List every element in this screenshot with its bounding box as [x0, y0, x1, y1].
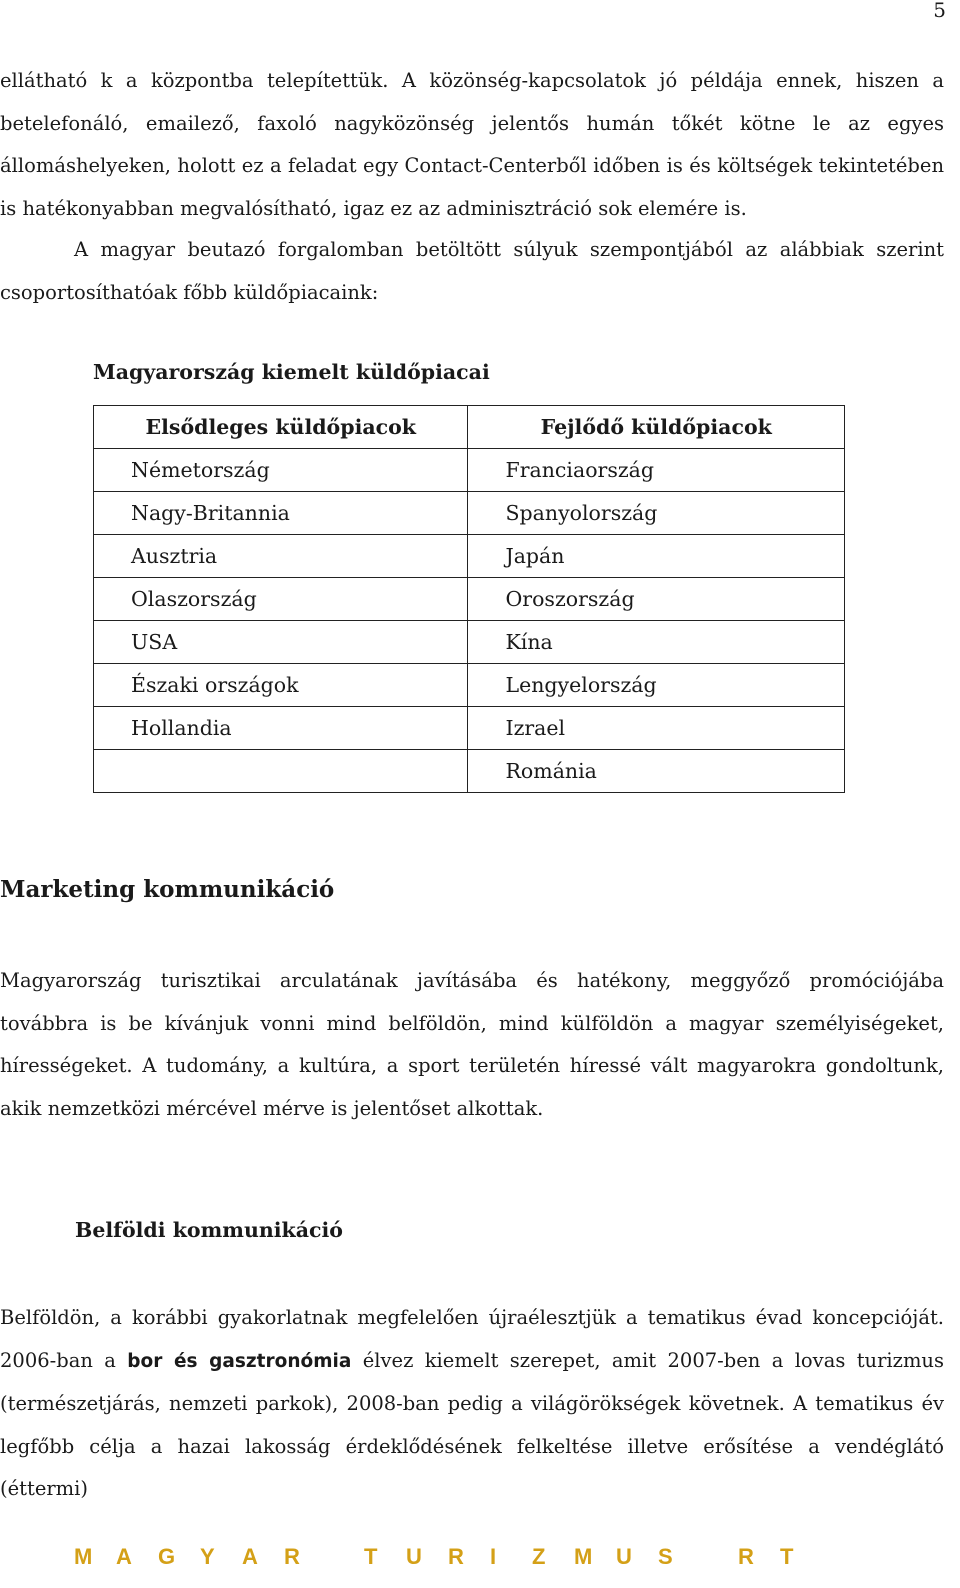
footer-letter: S — [658, 1544, 673, 1569]
table-row — [94, 449, 845, 492]
table-row — [94, 707, 845, 750]
table-cell: Kína — [468, 621, 845, 664]
footer-letter: R — [448, 1544, 464, 1569]
footer-letter: I — [490, 1544, 497, 1569]
table-row — [94, 750, 845, 793]
paragraph-domestic — [0, 1297, 944, 1511]
table-row — [94, 492, 845, 535]
footer-letter: M — [74, 1544, 93, 1569]
footer-letter: T — [364, 1544, 378, 1569]
table-cell: Franciaország — [468, 449, 845, 492]
footer-letter: U — [616, 1544, 632, 1569]
table-cell: Spanyolország — [468, 492, 845, 535]
paragraph-contact-center: ellátható k a központba telepítettük. A közönség-kapcsolatok jó példája ennek, hiszen a betelefonáló, emailező, faxoló nagyközönség jelentős humán tőkét kötne le az egyes állomáshelyeken, holott ez a feladat egy Contact-Centerből időben is és költségek tekintetében is hatékonyabban megvalósítható, igaz ez az adminisztráció sok elemére is. — [0, 69, 944, 220]
table-cell: Németország — [94, 449, 468, 492]
footer-letter: R — [284, 1544, 300, 1569]
table-cell: USA — [94, 621, 468, 664]
table-cell: Északi országok — [94, 664, 468, 707]
table-cell — [94, 750, 468, 793]
footer-letter: Z — [532, 1544, 546, 1569]
heading-domestic-communication: Belföldi kommunikáció — [75, 1218, 343, 1242]
footer-letter: Y — [200, 1544, 215, 1569]
table-row — [94, 664, 845, 707]
footer-letter: U — [406, 1544, 422, 1569]
table-row — [94, 621, 845, 664]
table-cell: Olaszország — [94, 578, 468, 621]
table-cell: Ausztria — [94, 535, 468, 578]
table-cell: Izrael — [468, 707, 845, 750]
page-number: 5 — [933, 0, 946, 22]
footer-company-name — [74, 1544, 822, 1570]
table-cell: Hollandia — [94, 707, 468, 750]
footer-letter: R — [738, 1544, 754, 1569]
footer-letter: T — [780, 1544, 794, 1569]
highlight-wine-gastronomy: bor és gasztronómia — [127, 1350, 352, 1372]
paragraph-domestic-text: Belföldön, a korábbi gyakorlatnak megfelelően újraélesztjük a tematikus évad koncepcióját. 2006-ban a — [0, 1306, 944, 1372]
footer-letter: A — [242, 1544, 258, 1569]
table-cell: Japán — [468, 535, 845, 578]
paragraph-personalities: Magyarország turisztikai arculatának javításába és hatékony, meggyőző promóciójába továbbra is be kívánjuk vonni mind belföldön, mind külföldön a magyar személyiségeket, hírességeket. A tudomány, a kultúra, a sport területén híressé vált magyarokra gondoltunk, akik nemzetközi mércével mérve is jelentőset alkottak. — [0, 969, 944, 1120]
paragraph-domestic-text-cont: élvez kiemelt szerepet, amit 2007-ben a lovas turizmus (természetjárás, nemzeti parkok), 2008-ban pedig a világörökségek követnek. A tematikus év legfőbb célja a hazai lakosság érdeklődésének felkeltése illetve erősítése a vendéglátó (éttermi) — [0, 1348, 944, 1500]
header-emerging-markets: Fejlődő küldőpiacok — [468, 406, 845, 449]
table-cell: Románia — [468, 750, 845, 793]
footer-letter: A — [116, 1544, 132, 1569]
table-row — [94, 578, 845, 621]
table-cell: Lengyelország — [468, 664, 845, 707]
table-title: Magyarország kiemelt küldőpiacai — [93, 360, 490, 384]
table-cell: Oroszország — [468, 578, 845, 621]
table-row — [94, 535, 845, 578]
footer-letter: M — [574, 1544, 593, 1569]
paragraph-markets-intro: A magyar beutazó forgalomban betöltött súlyuk szempontjából az alábbiak szerint csoportosíthatóak főbb küldőpiacaink: — [0, 238, 944, 304]
table-cell: Nagy-Britannia — [94, 492, 468, 535]
markets-table — [93, 405, 845, 793]
heading-marketing-communication: Marketing kommunikáció — [0, 876, 335, 903]
table-header-row — [94, 406, 845, 449]
header-primary-markets: Elsődleges küldőpiacok — [94, 406, 468, 449]
footer-letter: G — [158, 1544, 176, 1569]
